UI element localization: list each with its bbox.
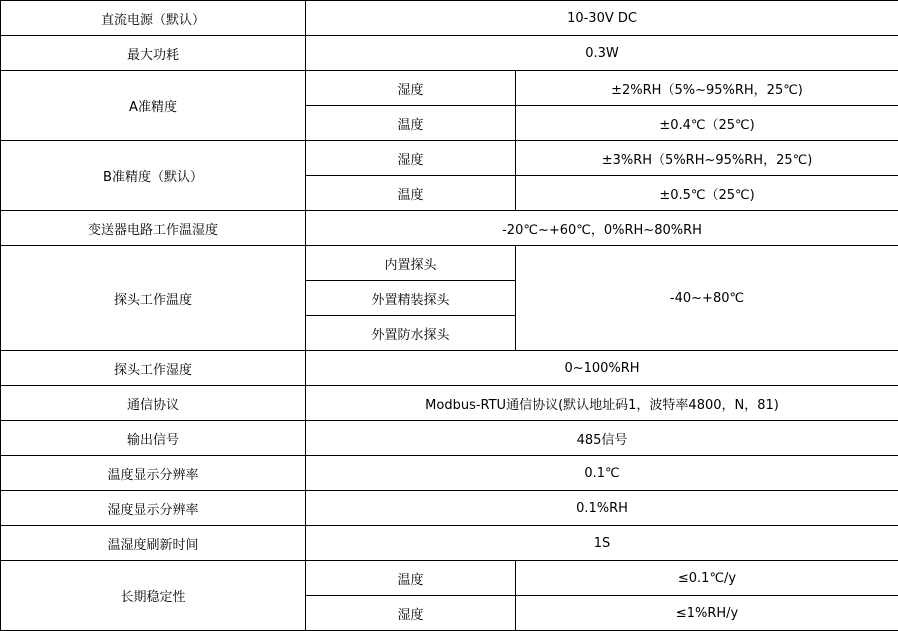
table-row bbox=[1, 491, 898, 526]
row-value: 0.3W bbox=[306, 36, 898, 71]
table-row bbox=[1, 141, 898, 176]
table-row bbox=[1, 71, 898, 106]
sub-value: ±2%RH（5%~95%RH，25℃) bbox=[516, 71, 898, 106]
sub-label: 湿度 bbox=[306, 71, 516, 106]
shared-value: -40~+80℃ bbox=[516, 246, 898, 351]
row-label: 变送器电路工作温湿度 bbox=[1, 211, 306, 246]
row-label: A准精度 bbox=[1, 71, 306, 141]
table-row bbox=[1, 386, 898, 421]
row-label: 通信协议 bbox=[1, 386, 306, 421]
table-row bbox=[1, 526, 898, 561]
row-label: 长期稳定性 bbox=[1, 561, 306, 631]
sub-label: 温度 bbox=[306, 561, 516, 596]
row-value: -20℃~+60℃，0%RH~80%RH bbox=[306, 211, 898, 246]
sub-label: 湿度 bbox=[306, 596, 516, 631]
table-row bbox=[1, 421, 898, 456]
row-label: 直流电源（默认） bbox=[1, 1, 306, 36]
table-row bbox=[1, 1, 898, 36]
row-label: B准精度（默认） bbox=[1, 141, 306, 211]
sub-value: ≤1%RH/y bbox=[516, 596, 898, 631]
sub-value: ±3%RH（5%RH~95%RH，25℃) bbox=[516, 141, 898, 176]
sub-label: 湿度 bbox=[306, 141, 516, 176]
sub-label: 温度 bbox=[306, 176, 516, 211]
row-value: 0~100%RH bbox=[306, 351, 898, 386]
row-label: 温度显示分辨率 bbox=[1, 456, 306, 491]
sub-label: 内置探头 bbox=[306, 246, 516, 281]
sub-label: 外置精装探头 bbox=[306, 281, 516, 316]
row-label: 湿度显示分辨率 bbox=[1, 491, 306, 526]
row-label: 探头工作湿度 bbox=[1, 351, 306, 386]
row-value: 0.1%RH bbox=[306, 491, 898, 526]
sub-label: 外置防水探头 bbox=[306, 316, 516, 351]
sub-value: ±0.5℃（25℃) bbox=[516, 176, 898, 211]
sub-value: ≤0.1℃/y bbox=[516, 561, 898, 596]
row-label: 探头工作温度 bbox=[1, 246, 306, 351]
row-label: 温湿度刷新时间 bbox=[1, 526, 306, 561]
table-row bbox=[1, 36, 898, 71]
row-label: 最大功耗 bbox=[1, 36, 306, 71]
row-value: 10-30V DC bbox=[306, 1, 898, 36]
row-label: 输出信号 bbox=[1, 421, 306, 456]
table-row bbox=[1, 561, 898, 596]
table-row bbox=[1, 211, 898, 246]
table-row bbox=[1, 351, 898, 386]
row-value: 0.1℃ bbox=[306, 456, 898, 491]
table-row bbox=[1, 246, 898, 281]
row-value: Modbus-RTU通信协议(默认地址码1，波特率4800，N，81) bbox=[306, 386, 898, 421]
sub-value: ±0.4℃（25℃) bbox=[516, 106, 898, 141]
row-value: 1S bbox=[306, 526, 898, 561]
table-row bbox=[1, 456, 898, 491]
sub-label: 温度 bbox=[306, 106, 516, 141]
row-value: 485信号 bbox=[306, 421, 898, 456]
